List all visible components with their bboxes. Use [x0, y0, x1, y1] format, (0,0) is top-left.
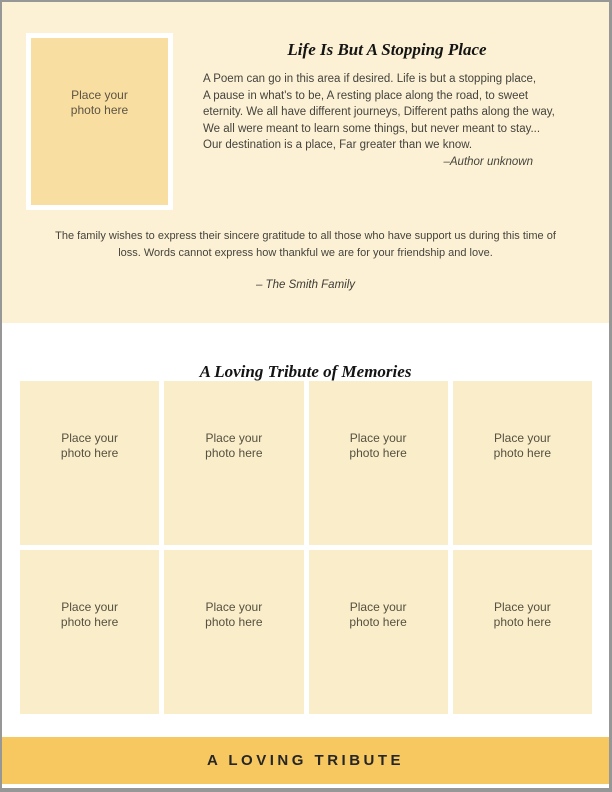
poem-block — [203, 40, 571, 171]
grid-photo-placeholder[interactable] — [164, 550, 303, 714]
placeholder-text-line2: photo here — [493, 446, 552, 460]
placeholder-text-line2: photo here — [349, 615, 407, 629]
memories-photo-grid — [20, 381, 592, 714]
placeholder-text-line1: Place your — [61, 600, 118, 614]
poem-line: A pause in what's to be, A resting place along the road, to sweet — [203, 89, 529, 102]
grid-photo-placeholder[interactable] — [453, 381, 592, 545]
gratitude-block — [32, 228, 579, 294]
placeholder-text-line1: Place your — [349, 431, 407, 445]
gratitude-line2: loss. Words cannot express how thankful we are for your friendship and love. — [118, 247, 493, 259]
placeholder-text-line2: photo here — [60, 446, 119, 460]
placeholder-text-line1: Place your — [494, 600, 551, 614]
poem-attribution: –Author unknown — [443, 155, 533, 168]
main-photo-placeholder[interactable] — [26, 33, 173, 210]
grid-photo-placeholder[interactable] — [453, 550, 592, 714]
top-section — [2, 2, 609, 323]
placeholder-text-line2: photo here — [205, 615, 263, 629]
memories-title: A Loving Tribute of Memories — [199, 362, 412, 382]
grid-photo-placeholder[interactable] — [20, 381, 159, 545]
footer-banner-label: A LOVING TRIBUTE — [206, 752, 405, 769]
placeholder-text-line1: Place your — [205, 600, 263, 614]
poem-line: eternity. We all have different journeys, Different paths along the way, — [203, 106, 555, 119]
grid-photo-placeholder[interactable] — [309, 381, 448, 545]
poem-line: We all were meant to learn some things, but never meant to stay... — [203, 122, 541, 135]
grid-photo-placeholder[interactable] — [164, 381, 303, 545]
grid-photo-placeholder[interactable] — [20, 550, 159, 714]
placeholder-text-line1: Place your — [205, 431, 263, 445]
placeholder-text-line2: photo here — [349, 446, 407, 460]
placeholder-text-line1: Place your — [61, 431, 118, 445]
gratitude-line1: The family wishes to express their sincere gratitude to all those who have support us during this time of — [55, 230, 556, 242]
placeholder-text-line2: photo here — [205, 446, 263, 460]
placeholder-text-line2: photo here — [493, 615, 552, 629]
placeholder-text-line2: photo here — [60, 615, 119, 629]
family-signature: – The Smith Family — [255, 279, 356, 291]
poem-line: Our destination is a place, Far greater than we know. — [203, 139, 473, 152]
placeholder-text-line1: Place your — [494, 431, 551, 445]
placeholder-text-line1: Place your — [349, 600, 407, 614]
footer-banner — [2, 737, 609, 784]
main-photo-placeholder-fill — [31, 38, 168, 205]
placeholder-text-line1: Place your — [71, 88, 128, 102]
placeholder-text-line2: photo here — [70, 103, 129, 117]
grid-photo-placeholder[interactable] — [309, 550, 448, 714]
poem-line: A Poem can go in this area if desired. Life is but a stopping place, — [203, 73, 537, 85]
poem-title: Life Is But A Stopping Place — [287, 40, 487, 59]
